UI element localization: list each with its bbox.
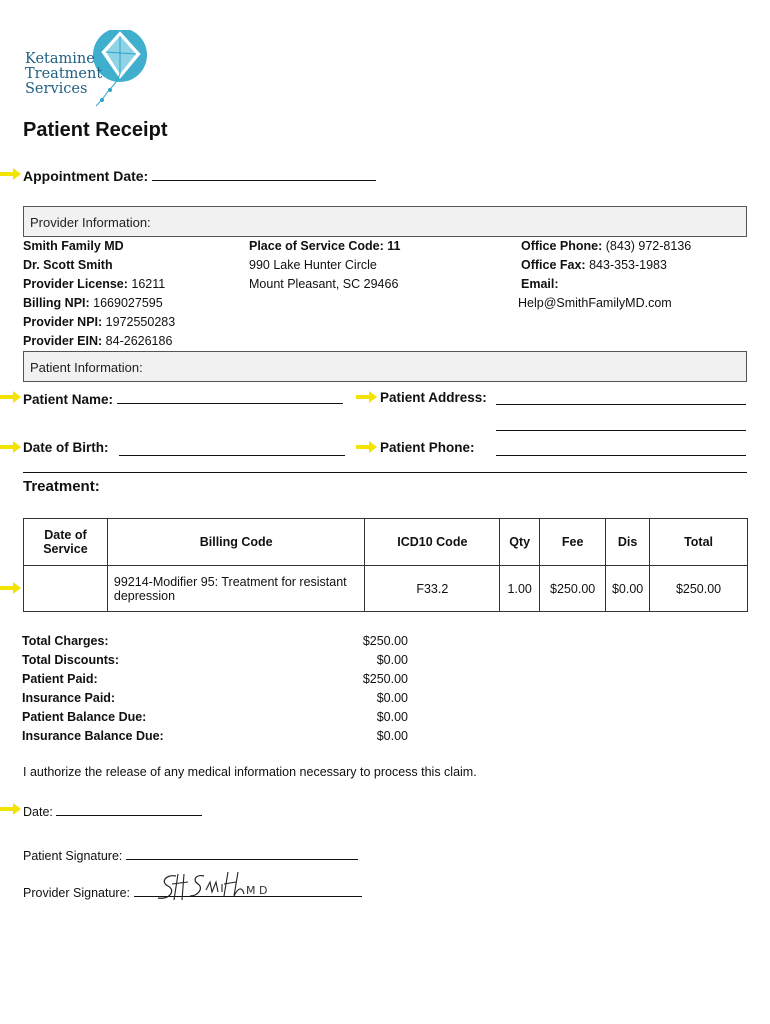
email-value: Help@SmithFamilyMD.com — [518, 296, 672, 310]
patient-address-row — [380, 390, 487, 405]
patient-address-field[interactable] — [496, 391, 746, 405]
totals-labels — [22, 632, 164, 746]
total-value: $0.00 — [376, 729, 408, 743]
dob-row — [23, 440, 109, 455]
license-label: Provider License: — [23, 277, 128, 291]
table-header-row — [24, 519, 748, 566]
appointment-date-field[interactable] — [152, 167, 376, 181]
logo-line: Ketamine — [25, 51, 95, 67]
treatment-heading: Treatment: — [23, 478, 100, 495]
page-title: Patient Receipt — [23, 119, 168, 141]
provider-npi-value: 1972550283 — [105, 315, 176, 329]
patient-name-label: Patient Name: — [23, 392, 114, 407]
provider-signature-label: Provider Signature: — [23, 886, 131, 900]
date-row — [23, 803, 202, 819]
patient-address-label: Patient Address: — [380, 390, 487, 405]
total-value: $0.00 — [376, 653, 408, 667]
icd10-cell: F33.2 — [365, 566, 500, 612]
license-value: 16211 — [131, 277, 166, 291]
billing-npi-value: 1669027595 — [93, 296, 163, 310]
patient-name-row — [23, 390, 343, 407]
doctor-name: Dr. Scott Smith — [23, 258, 113, 272]
dob-label: Date of Birth: — [23, 440, 109, 455]
arrow-marker-icon — [356, 390, 378, 404]
office-phone-label: Office Phone: — [521, 239, 603, 253]
total-value: $0.00 — [376, 691, 408, 705]
billing-code-cell: 99214-Modifier 95: Treatment for resistant depression — [107, 566, 365, 612]
ein-label: Provider EIN: — [23, 334, 103, 348]
provider-npi-label: Provider NPI: — [23, 315, 103, 329]
date-field[interactable] — [56, 803, 202, 816]
patient-phone-field[interactable] — [496, 442, 746, 456]
appointment-date-row — [23, 167, 376, 184]
svg-text:M D: M D — [246, 884, 268, 897]
patient-phone-row — [380, 440, 475, 455]
total-cell: $250.00 — [650, 566, 748, 612]
logo-line: Treatment — [25, 66, 103, 82]
office-phone-value: (843) 972-8136 — [605, 239, 692, 253]
office-fax-label: Office Fax: — [521, 258, 586, 272]
date-of-service-cell[interactable] — [24, 566, 108, 612]
address-line-2: Mount Pleasant, SC 29466 — [249, 277, 399, 291]
billing-npi-label: Billing NPI: — [23, 296, 90, 310]
column-header: Dis — [606, 519, 650, 566]
provider-details-right — [518, 237, 691, 313]
address-line-1: 990 Lake Hunter Circle — [249, 258, 377, 272]
arrow-marker-icon — [0, 802, 22, 816]
appointment-date-label: Appointment Date: — [23, 168, 149, 184]
arrow-marker-icon — [0, 167, 22, 181]
total-label: Patient Balance Due: — [22, 710, 147, 724]
column-header: Billing Code — [107, 519, 365, 566]
qty-cell: 1.00 — [500, 566, 540, 612]
total-label: Insurance Balance Due: — [22, 729, 164, 743]
patient-phone-label: Patient Phone: — [380, 440, 475, 455]
office-fax-value: 843-353-1983 — [589, 258, 667, 272]
patient-info-header: Patient Information: — [23, 351, 747, 382]
provider-details-left — [23, 237, 175, 351]
patient-signature-label: Patient Signature: — [23, 849, 123, 863]
provider-details-middle — [249, 237, 400, 294]
total-value: $250.00 — [362, 634, 408, 648]
patient-name-field[interactable] — [117, 390, 343, 404]
total-label: Total Charges: — [22, 634, 109, 648]
total-label: Total Discounts: — [22, 653, 119, 667]
date-label: Date: — [23, 805, 53, 819]
table-row — [24, 566, 748, 612]
patient-signature-field[interactable] — [126, 847, 358, 860]
place-of-service-code: Place of Service Code: 11 — [249, 239, 401, 253]
logo-wordmark — [25, 52, 102, 97]
treatment-table — [23, 518, 748, 612]
logo-line: Services — [25, 81, 88, 97]
ein-value: 84-2626186 — [105, 334, 173, 348]
column-header: Qty — [500, 519, 540, 566]
arrow-marker-icon — [0, 581, 22, 595]
arrow-marker-icon — [356, 440, 378, 454]
dob-field[interactable] — [119, 442, 345, 456]
provider-signature-image — [148, 866, 278, 908]
divider — [23, 472, 747, 473]
patient-address-field-line-2[interactable] — [496, 417, 746, 431]
practice-name: Smith Family MD — [23, 239, 124, 253]
column-header: Fee — [540, 519, 606, 566]
dis-cell: $0.00 — [606, 566, 650, 612]
column-header: Total — [650, 519, 748, 566]
arrow-marker-icon — [0, 390, 22, 404]
authorization-text: I authorize the release of any medical information necessary to process this claim. — [23, 765, 477, 779]
arrow-marker-icon — [0, 440, 22, 454]
total-label: Insurance Paid: — [22, 691, 116, 705]
email-label: Email: — [521, 277, 559, 291]
total-value: $250.00 — [362, 672, 408, 686]
fee-cell: $250.00 — [540, 566, 606, 612]
column-header: Date of Service — [24, 519, 108, 566]
provider-info-header: Provider Information: — [23, 206, 747, 237]
total-value: $0.00 — [376, 710, 408, 724]
patient-signature-row — [23, 847, 358, 863]
column-header: ICD10 Code — [365, 519, 500, 566]
total-label: Patient Paid: — [22, 672, 98, 686]
totals-values — [330, 632, 408, 746]
